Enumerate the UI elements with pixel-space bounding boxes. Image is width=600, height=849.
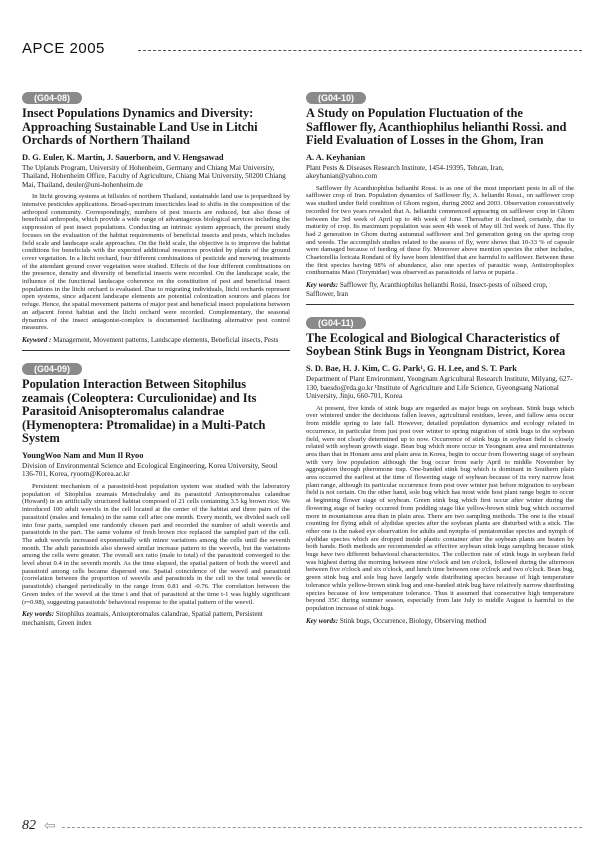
article-title: Insect Populations Dynamics and Diversity: Approaching Sustainable Land Use in Litchi Orchards of Northern Thailand: [22, 106, 258, 147]
footer-divider: [62, 827, 582, 828]
keywords-label: Keyword :: [22, 335, 52, 344]
article-authors: S. D. Bae, H. J. Kim, C. G. Park¹, G. H. Lee, and S. T. Park: [306, 363, 517, 373]
article-keywords: [22, 336, 290, 344]
page-arrow-icon: ⇦: [44, 819, 56, 834]
article-authors: D. G. Euler, K. Martin, J. Sauerborn, and V. Hengsawad: [22, 152, 224, 162]
article-tag: (G04-08): [22, 92, 82, 104]
article-abstract: Safflower fly Acanthiophilus helianthi Rossi. is as one of the most important pests in all of the safflower crop of Iran. Population dynamics of Safflower fly, A. helianthi Rossi., on safflower crop was studied under field condition of Ghom region, during 2002 and 2003. Observation consecutively recorded for two years revealed that A. helianthi commenced appearing on safflower crop in Ghom between the 3rd week of April up to 4th week of June. Thereafter it declined, certainly, due to maturity of crop. Its maximum population was seen 4th week of May till 3rd week of June. This fly had 2 generation in Ghom during autumnal safflower and 3rd generation going on the spring crop and weeds. The accomplish studies related to the assess of fly, were shows that 10-33 % of capsule were damaged because of feeding of these fly. Moreover above mention species the other includes, Chaetorellia loricata Rondani of fly have been identified that are harmful to safflower. Between these the first species having 98% of abundance, also one species of parasitic wasp, Antistrophoplex conthurnatus Masi (Torymidae) was observed as parasitoids of larva or puparia .: [306, 184, 574, 277]
article-abstract: At present, five kinds of stink bugs are regarded as major bugs on soybean. Stink bugs which over wintered under the deciduous fallen leaves, agricultural residues, levee, and fallow area occur from middle spring to late fall. However, detailed population dynamics and ecology related in occurrence, in particular from just post over winter to spring migration of stink bugs to the soybean field, were not clearly determined up to now. Occurrence of stink bugs in soybean field is closely related with soybean growth stage. Bean bug which more occur in Yeongnam area and mountainous area than that in Honam area and plain area in Korea, begin to occur from flowering stage of soybean with very low population although the bug occur from early April to middle November by aggregation through pheromone trap. One-banded stink bug which is dominant in Southern plain area occurred the earliest at the time of flowering stage of soybean because of its very narrow host plant range, although its particular occurrence from post over winter just before migration to soybean field is not certain. On the other hand, sole bug which has most wide host plant range begin to occur at beginning flower stage of soybean. Green stink bug which first occur after winter during the flowering stage of barley occurred from podding stage like yellow-brown stink bug which occurred more in mountainous area than in plain area. There are two sampling methods. The one is the visual counting for flying adult of alydidae species after the soybean plants are disturbed with a stick. The other one is the naked eye observation for adults and nymphs of pentatomidae species and nymph of alydidae species which are dropped inside plastic container after the soybean plants are beaten by both hands. Both methods are recommended as effective soybean stink bugs sampling because stink bugs have two different behavioral characteristics. The collection rate of stink bugs in soybean field was highest during the morning between nine o'clock and ten o'clock, followed during the afternoon between five o'clock and six o'clock, and lunch time between one o'clock and two o'clock. Bean bug, green stink bug and sole bug have largely wide distributing species because of high temperature tolerance while yellow-brown stink bug and one-banded stink bug have relatively narrow distributing species because of low temperature tolerance. Thus it assumed that consecutive high temperature beyond 35C during summer season, especially from late July to middle August is harmful to the population increase of stink bugs.: [306, 404, 574, 612]
article-abstract: Persistent mechanism of a parasitoid-host population system was studied with the laboratory population of Sitophilus zeamais Motschulsky and its parasitoid Anisopteromalus calandrae (Howard) in an artificially structured habitat composed of 21 cells containing 3.5 kg brown rice. We introduced 100 adult weevils in the cell located at the center of the habitat and three pairs of the parasitoid (males and females) in the same cell after one month. Every month, we divided each cell into four parts, sampled one randomly chosen part and recorded the number of adult weevils and parasitoids in the part. The same volume of fresh brown rice replaced the sampled part of the cell. The adult weevils increased exponentially with minor variations among the cells until the seventh month. The adult parasitoids also showed similar increase pattern to the weevils, but the variations among the cells were greater. The overall sex ratio (male to total) of the parasitoid converged to the level about 0.4 in the seventh month. As the time elapsed, the spatial pattern of both the weevil and parasitoid among cells became dispersed one. Spatial coincidence of the weevil and parasitoid (correlation between the proportion of weevils and parasitoids in the cell to the total weevils or parasitoids) changed periodically in the range from 0.81 and -0.76. The correlation between the Green index of the weevil at the time t and that of parasitoid at the time t-1 was highly significant (r=0.98), suggesting parasitoids' behavioral response to the spatial pattern of the weevil.: [22, 483, 290, 606]
article-authors: A. A. Keyhanian: [306, 152, 366, 162]
keywords-label: Key words:: [306, 616, 339, 625]
keywords-text: Sitophilus zeamais, Anisopteromalus calandrae, Spatial pattern, Persistent mechanism, Green index: [22, 610, 263, 627]
article-g0410: [306, 88, 574, 298]
keywords-text: Stink bugs, Occurrence, Biology, Observing method: [339, 616, 487, 625]
left-column: [22, 88, 290, 633]
article-tag: (G04-11): [306, 317, 366, 329]
right-column: [306, 88, 574, 631]
article-affiliation: Department of Plant Environment, Yeongnam Agricultural Research Institute, Milyang, 627-130, baesdo@rda.go.kr ¹Institute of Agriculture and Life Science, Gyeongsang National University, Jinju, 660-701, Korea: [306, 374, 573, 401]
article-keywords: [306, 281, 574, 298]
article-tag: (G04-09): [22, 363, 82, 375]
conference-header: APCE 2005: [22, 40, 105, 57]
page-number: 82: [22, 818, 36, 833]
article-title: A Study on Population Fluctuation of the Safflower fly, Acanthiophilus helianthi Rossi. and Field Evaluation of Losses in the Ghom, Iran: [306, 106, 567, 147]
article-affiliation: Plant Pests & Diseases Research Institute, 1454-19395, Tehran, Iran, akeyhanian@yahoo.com: [306, 163, 504, 181]
keywords-text: Management, Movement patterns, Landscape elements, Beneficial insects, Pests: [53, 335, 279, 344]
article-keywords: [22, 610, 290, 627]
article-abstract: In litchi growing systems at hillsides of northern Thailand, sustainable land use is jeopardized by intensive pesticides applications. Broad-spectrum insecticides lead to shifts in the composition of the arthropod community. Correspondingly, numbers of pest insects are reduced, but also those of beneficial arthropods, which provide a wide range of advantageous biological services including the suppression of pest insect populations. Conducting an intrinsic system approach, the present study focuses on the evaluation of the habitat requirements of beneficial insects and pests, which includes field scale and landscape scale approaches. On the field scale, the objective is to improve the habitat conditions for beneficials with the expected additional resources provided by plants of the ground cover vegetation. In a litchi orchard, four different combinations of pesticide and mowing treatments of the attendant ground cover vegetation were studied. Effects of the four different combinations on the presence, density and diversity of beneficial insects were recorded. On the landscape scale, the influence of the functional landscape coherence on the constitution of pest and beneficial insect populations in the litchi orchard is evaluated. Due to migrating individuals, litchi orchards represent open systems, since adjacent landscape elements are potential colonization sources and places for refuge. Hence, the spatial movement patterns of major pest and beneficial insect populations between an adjacent forest habitat and the litchi orchard were recorded. Complementary, the seasonal dynamics of the insect antagonist-complex is documented facilitating alternative pest control measures.: [22, 193, 290, 332]
article-divider: [22, 350, 290, 351]
article-g0409: [22, 359, 290, 627]
article-title: The Ecological and Biological Characteristics of Soybean Stink Bugs in Yeongnam District, Korea: [306, 330, 566, 359]
article-tag: (G04-10): [306, 92, 366, 104]
article-affiliation: Division of Environmental Science and Ecological Engineering, Korea University, Seoul 136-701, Korea, ryoom@Korea.ac.kr: [22, 461, 278, 479]
article-authors: YoungWoo Nam and Mun Il Ryoo: [22, 450, 144, 460]
keywords-label: Key words:: [306, 281, 339, 290]
article-affiliation: The Uplands Program, University of Hohenheim, Germany and Chiang Mai University, Thailand, Hohenheim Office, Faculty of Agriculture, Chiang Mai University, 50200 Chiang Mai, Thailand, deuler@uni-hohenheim.de: [22, 163, 286, 189]
article-title: Population Interaction Between Sitophilus zeamais (Coleoptera: Curculionidae) and Its Parasitoid Anisopteromalus calandrae (Hymenoptera: Ptromalidae) in a Multi-Patch System: [22, 377, 266, 446]
article-g0408: [22, 88, 290, 344]
article-keywords: [306, 617, 574, 625]
article-divider: [306, 304, 574, 305]
keywords-label: Key words:: [22, 610, 55, 619]
header-divider: [138, 50, 582, 51]
keywords-text: Safflower fly, Acanthiophilus helianthi Rossi, Insect-pests of oilseed crop, Safflower, Iran: [306, 281, 548, 298]
article-g0411: [306, 313, 574, 625]
